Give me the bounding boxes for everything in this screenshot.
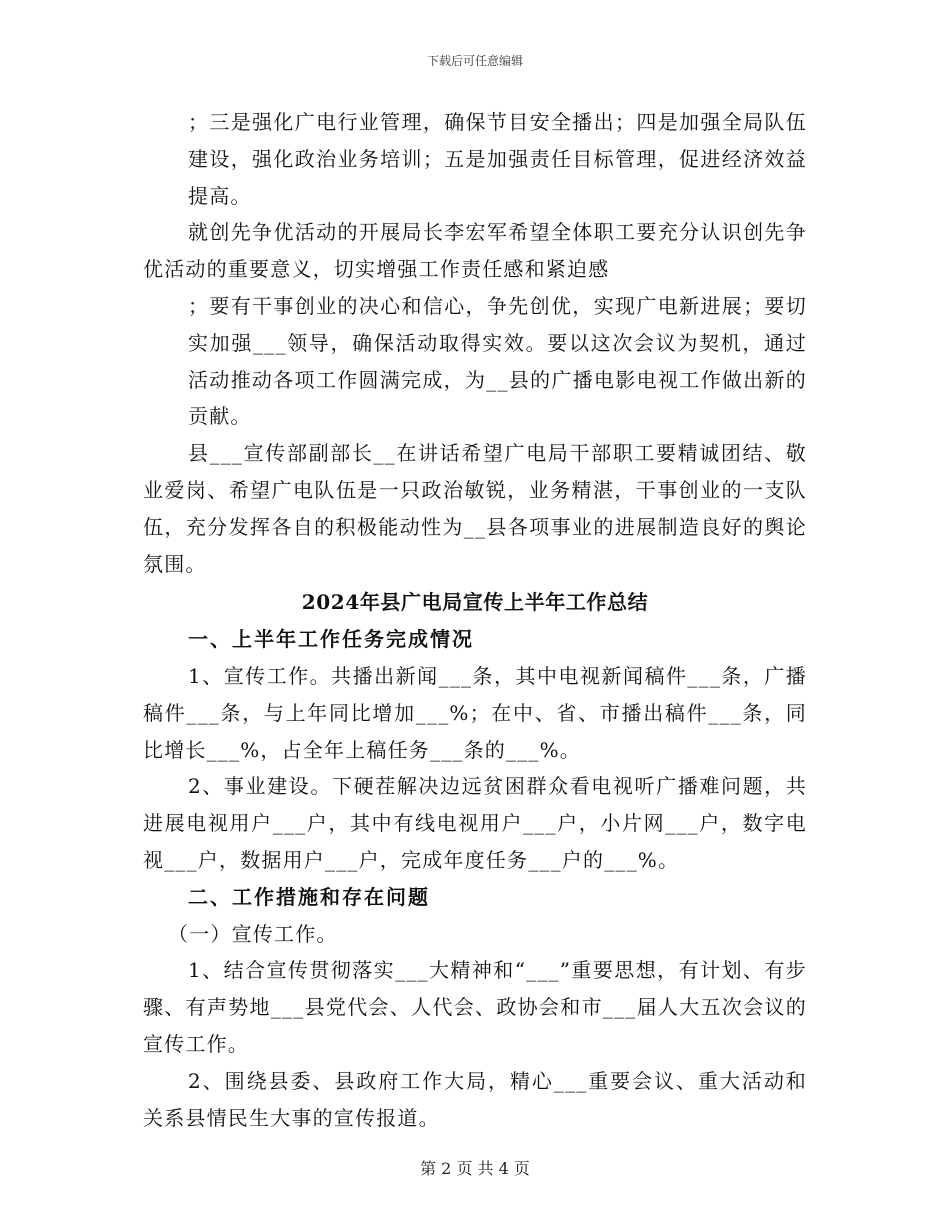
- subsection-heading: （一）宣传工作。: [168, 921, 338, 946]
- page-header-note: 下载后可任意编辑: [426, 54, 523, 68]
- list-item-construction: 2、事业建设。下硬茬解决边远贫困群众看电视听广播难问题，共进展电视用户___户，其中有线电视用户___户，小片网___户，数字电视___户，数据用户___户，完成年度任务___户的___%。: [143, 774, 807, 872]
- list-item-measure-1: 1、结合宣传贯彻落实___大精神和“___”重要思想，有计划、有步骤、有声势地___县党代会、人代会、政协会和市___届人大五次会议的宣传工作。: [143, 958, 807, 1056]
- paragraph-ganshi: ；要有干事创业的决心和信心，争先创优，实现广电新进展；要切实加强___领导，确保活动取得实效。要以这次会议为契机，通过活动推动各项工作圆满完成，为__县的广播电影电视工作做出新的贡献。: [188, 293, 807, 429]
- document-body: [143, 104, 807, 1136]
- paragraph-speech: 县___宣传部副部长__在讲话希望广电局干部职工要精诚团结、敬业爱岗、希望广电队伍是一只政治敏锐，业务精湛，干事创业的一支队伍，充分发挥各自的积极能动性为__县各项事业的进展制造良好的舆论氛围。: [143, 441, 807, 576]
- paragraph-continuation: ；三是强化广电行业管理，确保节目安全播出；四是加强全局队伍建设，强化政治业务培训；五是加强责任目标管理，促进经济效益提高。: [188, 110, 807, 208]
- section-heading-2: 二、工作措施和存在问题: [188, 884, 430, 909]
- document-title: 2024年县广电局宣传上半年工作总结: [301, 590, 649, 615]
- page-number: 第 2 页 共 4 页: [420, 1159, 530, 1178]
- list-item-measure-2: 2、围绕县委、县政府工作大局，精心___重要会议、重大活动和关系县情民生大事的宣传报道。: [143, 1068, 807, 1130]
- list-item-publicity: 1、宣传工作。共播出新闻___条，其中电视新闻稿件___条，广播稿件___条，与上年同比增加___%；在中、省、市播出稿件___条，同比增长___%，占全年上稿任务___条的___%。: [143, 663, 807, 762]
- paragraph-chuangxian: 就创先争优活动的开展局长李宏军希望全体职工要充分认识创先争优活动的重要意义，切实增强工作责任感和紧迫感: [143, 220, 807, 282]
- section-heading-1: 一、上半年工作任务完成情况: [188, 627, 474, 652]
